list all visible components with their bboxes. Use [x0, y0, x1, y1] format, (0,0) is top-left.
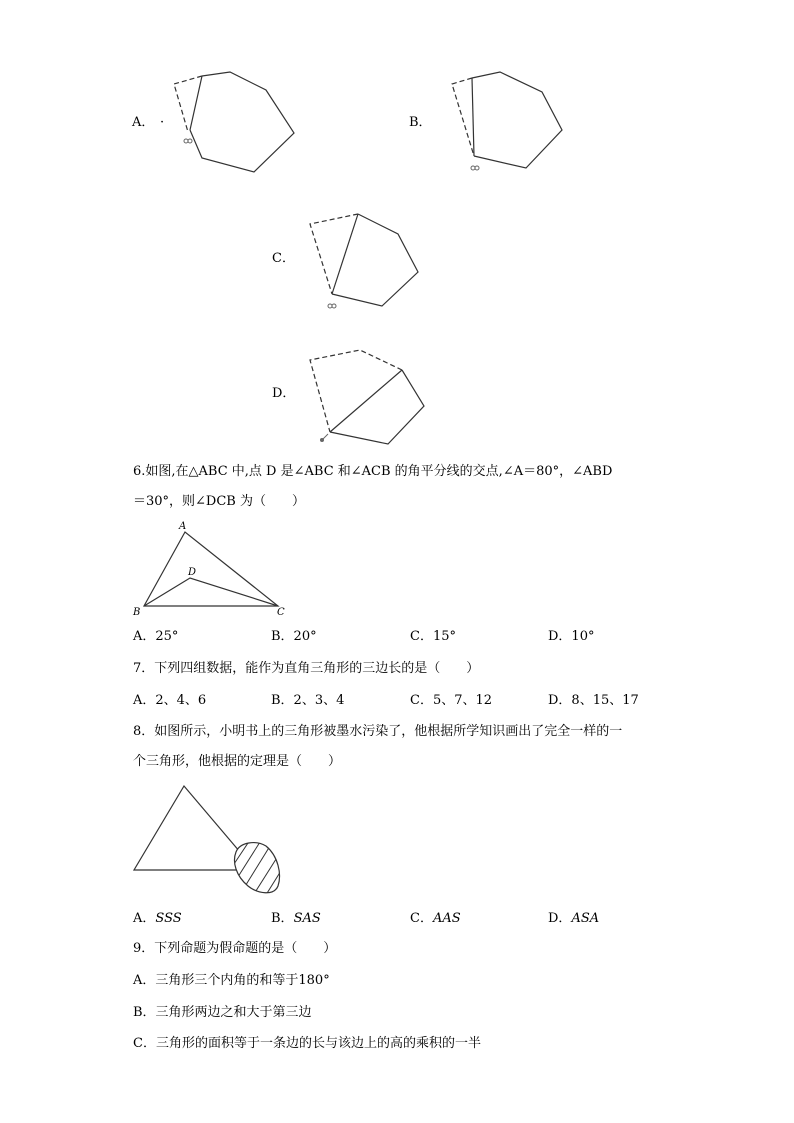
q6-label-c: C [277, 607, 285, 618]
q8-option-d [548, 910, 599, 928]
q6-stem-line1: 6.如图,在△ABC 中,点 D 是∠ABC 和∠ACB 的角平分线的交点,∠A＝80°，∠ABD [133, 464, 613, 479]
q8-option-b-value: SAS [293, 911, 321, 926]
q9-option-b: B．三角形两边之和大于第三边 [133, 1005, 312, 1020]
q8-option-c-prefix: C． [410, 911, 433, 926]
q6-option-b: B．20° [271, 629, 317, 644]
q8-option-d-prefix: D． [548, 911, 572, 926]
q6-option-d: D．10° [548, 629, 595, 644]
q8-option-a [133, 910, 182, 928]
q8-option-a-prefix: A． [133, 911, 156, 926]
q7-stem: 7．下列四组数据，能作为直角三角形的三边长的是（ ） [133, 661, 480, 676]
q5-option-c-label: C． [272, 251, 295, 266]
q8-option-c-value: AAS [432, 911, 461, 926]
q6-label-b: B [133, 607, 141, 618]
q7-option-a: A．2、4、6 [133, 693, 207, 708]
q8-stem-line2: 个三角形，他根据的定理是（ ） [133, 754, 342, 769]
q6-stem-line2: ＝30°，则∠DCB 为（ ） [133, 494, 305, 509]
q6-option-a: A．25° [133, 629, 179, 644]
q8-option-b [271, 910, 321, 928]
q9-option-c: C．三角形的面积等于一条边的长与该边上的高的乘积的一半 [133, 1036, 481, 1051]
q8-option-d-value: ASA [571, 911, 600, 926]
q6-label-a: A [179, 521, 187, 532]
q5-option-a-dot: · [160, 115, 165, 130]
q8-option-a-value: SSS [155, 911, 182, 926]
q7-option-c: C．5、7、12 [410, 693, 493, 708]
q9-stem: 9．下列命题为假命题的是（ ） [133, 941, 337, 956]
q8-stem-line1: 8．如图所示，小明书上的三角形被墨水污染了，他根据所学知识画出了完全一样的一 [133, 724, 623, 739]
q8-option-b-prefix: B． [271, 911, 294, 926]
q6-label-d: D [188, 567, 197, 578]
q9-option-a: A．三角形三个内角的和等于180° [133, 973, 330, 988]
q8-option-c [410, 910, 461, 928]
q5-option-a-label: A． [132, 115, 155, 130]
q7-option-d: D．8、15、17 [548, 693, 639, 708]
q6-option-c: C．15° [410, 629, 456, 644]
q5-option-d-label: D． [272, 386, 296, 401]
q5-option-b-label: B． [409, 115, 432, 130]
q7-option-b: B．2、3、4 [271, 693, 345, 708]
